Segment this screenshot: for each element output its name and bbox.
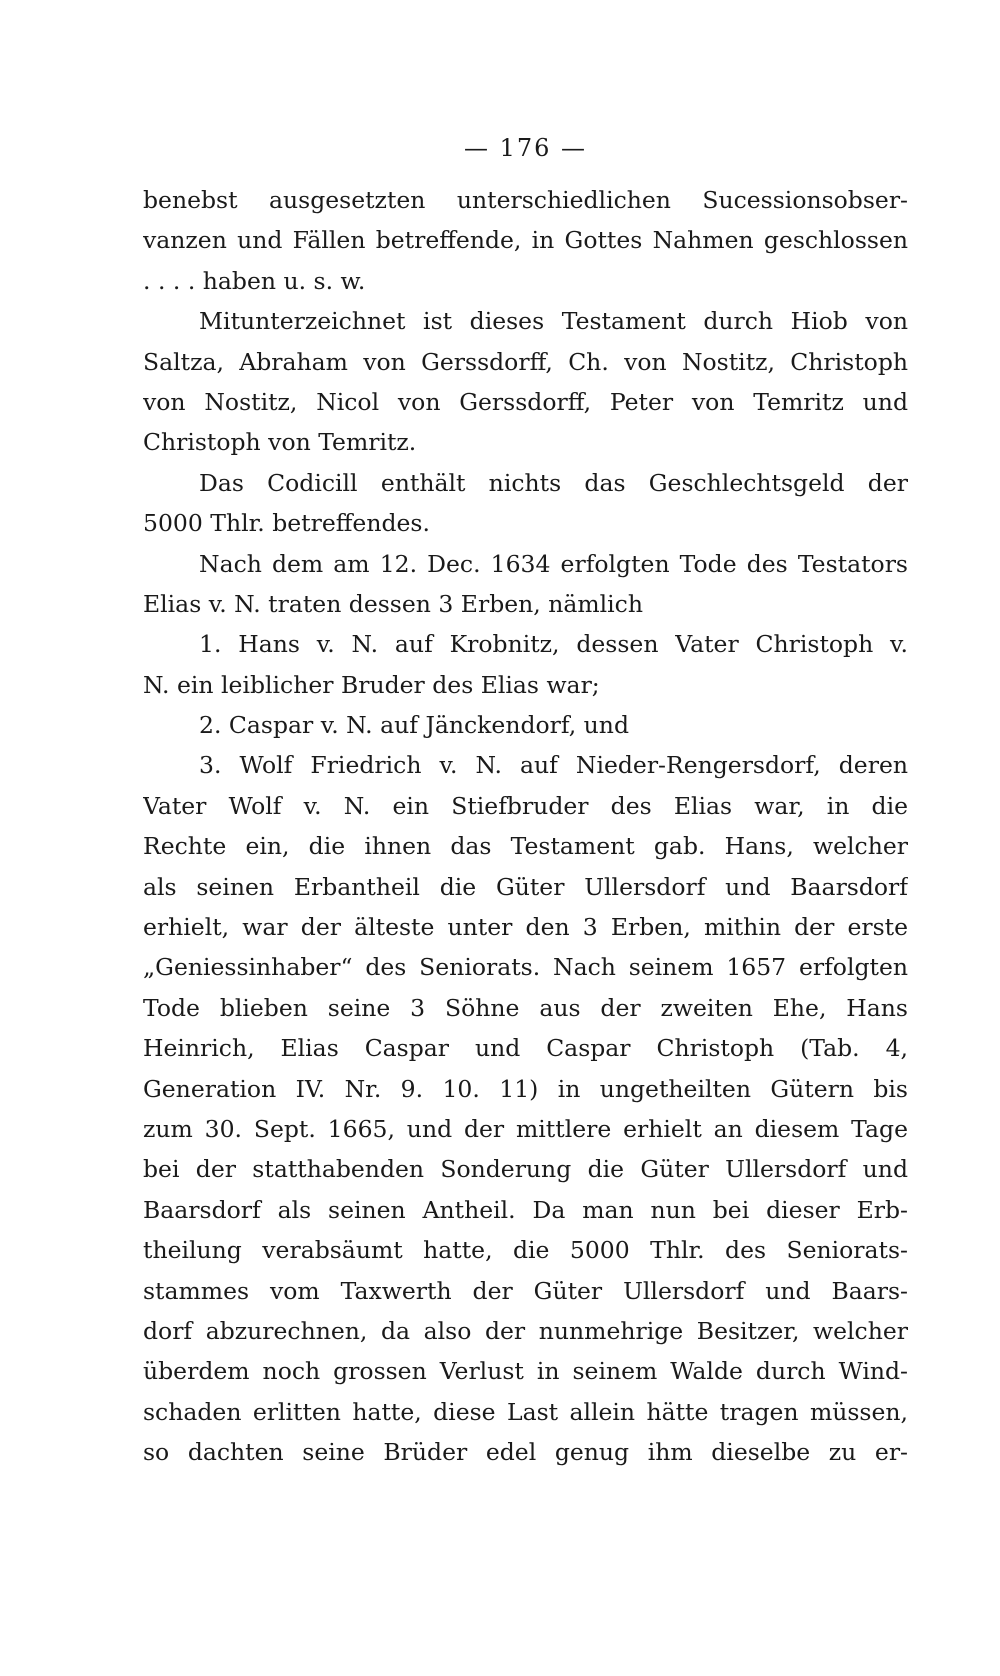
book-page: [143, 0, 908, 1676]
body-text: [143, 180, 908, 1473]
text-line: Heinrich, Elias Caspar und Caspar Christoph (Tab. 4,: [143, 1034, 908, 1063]
text-line: Generation IV. Nr. 9. 10. 11) in ungetheilten Gütern bis: [143, 1074, 908, 1103]
text-line: schaden erlitten hatte, diese Last allein hätte tragen müssen,: [143, 1397, 908, 1426]
text-line: dorf abzurechnen, da also der nunmehrige Besitzer, welcher: [143, 1316, 908, 1345]
text-line: Christoph von Temritz.: [143, 428, 417, 457]
text-line: Tode blieben seine 3 Söhne aus der zweiten Ehe, Hans: [143, 993, 908, 1022]
text-line: 5000 Thlr. betreffendes.: [143, 509, 430, 538]
text-line: als seinen Erbantheil die Güter Ullersdorf und Baarsdorf: [143, 872, 908, 901]
text-line: benebst ausgesetzten unterschiedlichen Sucessionsobser-: [143, 186, 908, 214]
page-number: — 176 —: [463, 134, 588, 162]
text-line: Rechte ein, die ihnen das Testament gab. Hans, welcher: [143, 832, 908, 861]
text-line: „Geniessinhaber“ des Seniorats. Nach seinem 1657 erfolgten: [143, 953, 908, 982]
text-line: so dachten seine Brüder edel genug ihm dieselbe zu er-: [143, 1438, 908, 1467]
text-line: . . . . haben u. s. w.: [143, 266, 366, 295]
text-line: überdem noch grossen Verlust in seinem Walde durch Wind-: [143, 1357, 908, 1386]
text-line: bei der statthabenden Sonderung die Güter Ullersdorf und: [143, 1155, 908, 1184]
text-line: 3. Wolf Friedrich v. N. auf Nieder-Rengersdorf, deren: [199, 751, 908, 780]
text-line: vanzen und Fällen betreffende, in Gottes Nahmen geschlossen: [143, 226, 908, 255]
text-line: Nach dem am 12. Dec. 1634 erfolgten Tode des Testators: [199, 549, 908, 578]
text-line: 1. Hans v. N. auf Krobnitz, dessen Vater Christoph v.: [199, 630, 908, 659]
text-line: von Nostitz, Nicol von Gerssdorff, Peter von Temritz und: [143, 387, 908, 416]
text-line: Baarsdorf als seinen Antheil. Da man nun bei dieser Erb-: [143, 1195, 908, 1224]
text-line: zum 30. Sept. 1665, und der mittlere erhielt an diesem Tage: [143, 1114, 908, 1143]
text-line: Mitunterzeichnet ist dieses Testament durch Hiob von: [199, 307, 908, 336]
text-line: N. ein leiblicher Bruder des Elias war;: [143, 670, 600, 699]
text-line: erhielt, war der älteste unter den 3 Erben, mithin der erste: [143, 913, 908, 942]
text-line: Vater Wolf v. N. ein Stiefbruder des Elias war, in die: [143, 791, 908, 820]
text-line: 2. Caspar v. N. auf Jänckendorf, und: [199, 711, 629, 740]
text-line: theilung verabsäumt hatte, die 5000 Thlr. des Seniorats-: [143, 1236, 908, 1265]
text-line: Saltza, Abraham von Gerssdorff, Ch. von Nostitz, Christoph: [143, 347, 908, 376]
text-line: Elias v. N. traten dessen 3 Erben, nämlich: [143, 589, 643, 618]
text-line: stammes vom Taxwerth der Güter Ullersdorf und Baars-: [143, 1276, 908, 1305]
text-line: Das Codicill enthält nichts das Geschlechtsgeld der: [199, 468, 908, 497]
